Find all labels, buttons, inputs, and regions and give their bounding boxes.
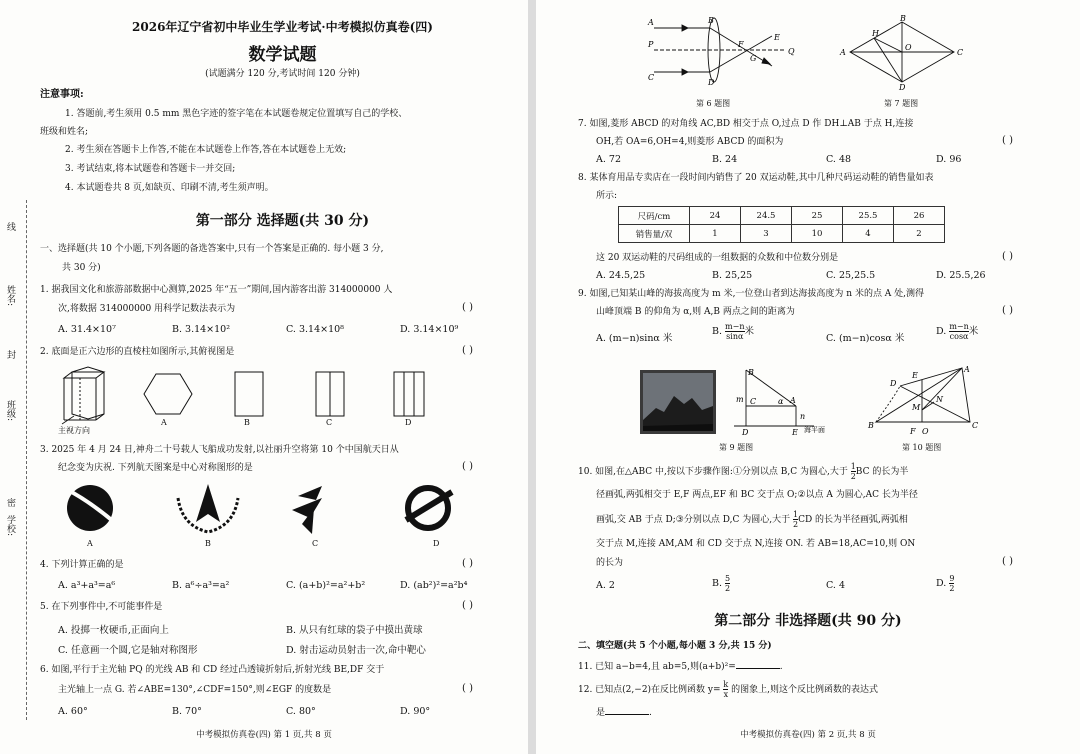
fig9-caption: 第 9 题图: [719, 443, 754, 452]
table-cell: 24.5: [741, 207, 792, 225]
fig7-label-h: H: [872, 29, 879, 38]
q2-figures: [60, 364, 480, 432]
q4-option-c: C. (a+b)²=a²+b²: [286, 580, 366, 591]
side-label-school: 学校:: [5, 515, 15, 537]
q9-option-d: [936, 322, 978, 341]
fig7-caption: 第 7 题图: [884, 99, 919, 108]
q5-option-d: D. 射击运动员射击一次,命中靶心: [286, 645, 426, 656]
binding-line: [26, 200, 27, 720]
notice-title: 注意事项:: [40, 89, 84, 100]
fig9-label-e: E: [792, 428, 798, 437]
q3-label-a: A: [87, 539, 93, 548]
q9-option-b-fraction: [725, 322, 744, 341]
q9-option-d-fraction: [949, 322, 968, 341]
q10-option-c: C. 4: [826, 580, 846, 591]
q6-line1: 6. 如图,平行于主光轴 PQ 的光线 AB 和 CD 经过凸透镜折射后,折射光线 BE,DF 交于: [40, 665, 385, 675]
q4-line1: 4. 下列计算正确的是: [40, 560, 124, 570]
q6-answer-paren: ( ): [462, 683, 473, 694]
logo-b: [178, 484, 238, 532]
q2-answer-paren: ( ): [462, 345, 473, 356]
table-cell: 3: [741, 225, 792, 243]
fig9-label-sea-level: 海平面: [804, 426, 825, 434]
option-b-rect: [235, 372, 263, 416]
q10-answer-paren: ( ): [1002, 556, 1013, 567]
q5-answer-paren: ( ): [462, 600, 473, 611]
q8-line2: 所示:: [596, 191, 618, 201]
table-cell: 25: [792, 207, 843, 225]
fig9-label-n: n: [800, 412, 806, 421]
table-cell: 尺码/cm: [619, 207, 690, 225]
q10-option-b-letter: B.: [712, 578, 723, 589]
q12-answer-blank[interactable]: [605, 705, 649, 715]
fraction-denominator: 2: [850, 472, 856, 481]
fig6-label-g: G: [750, 54, 757, 63]
fig10-label-m: M: [912, 403, 921, 412]
q3-logos: [60, 478, 480, 540]
q1-answer-paren: ( ): [462, 302, 473, 313]
q1-line2: 次,将数据 314000000 用科学记数法表示为: [58, 304, 236, 314]
logo-b-text: CNSA: [201, 521, 215, 527]
q5-option-c: C. 任意画一个圆,它是轴对称图形: [58, 645, 198, 656]
q10-line3-text: 画弧,交 AB 于点 D;③分别以点 D,C 为圆心,大于: [596, 515, 791, 525]
fig6-label-e: E: [774, 33, 780, 42]
fraction-denominator: 2: [725, 584, 731, 593]
fig9-label-m: m: [736, 395, 744, 404]
q9-line2: 山峰顶端 B 的仰角为 α,则 A,B 两点之间的距离为: [596, 307, 795, 317]
table-cell: 25.5: [843, 207, 894, 225]
fig9-label-alpha: α: [778, 397, 784, 406]
q8-option-c: C. 25,25.5: [826, 270, 876, 281]
fig9-label-b: B: [748, 368, 754, 377]
q10-line3-tail: CD 的长为半径画弧,两弧相: [798, 515, 908, 525]
side-label-name: 姓名:: [5, 285, 15, 307]
option-c-rect: [316, 372, 344, 416]
fig6-label-q: Q: [788, 47, 795, 56]
q6-option-a: A. 60°: [58, 706, 88, 717]
q10-line2: 径画弧,两弧相交于 E,F 两点,EF 和 BC 交于点 O;②以点 A 为圆心,AC 长为半径: [596, 490, 918, 500]
option-d-rect: [394, 372, 424, 416]
table-row: [619, 225, 945, 243]
notice-1: 1. 答题前,考生须用 0.5 mm 黑色字迹的签字笔在本试题卷规定位置填写自己的学校、: [65, 109, 408, 119]
fig6-label-c: C: [648, 73, 655, 82]
table-cell: 销售量/双: [619, 225, 690, 243]
fig6-label-d: D: [708, 78, 715, 86]
fig7-rhombus-diagram: [838, 14, 968, 90]
fig10-label-b: B: [868, 421, 874, 430]
fraction-denominator: x: [723, 690, 729, 699]
notice-3: 3. 考试结束,将本试题卷和答题卡一并交回;: [65, 164, 236, 174]
q9-option-d-unit: 米: [968, 326, 979, 337]
logo-d: [406, 488, 452, 528]
fig10-label-d: D: [890, 379, 897, 388]
fraction-denominator: 2: [949, 584, 955, 593]
fraction-numerator: m−n: [949, 322, 969, 331]
fig10-label-e: E: [912, 371, 918, 380]
q12-text-2: 的图象上,则这个反比例函数的表达式: [731, 685, 879, 695]
subject-title: 数学试题: [248, 45, 317, 65]
fig10-label-c: C: [972, 421, 979, 430]
q5-line1: 5. 在下列事件中,不可能事件是: [40, 602, 163, 612]
table-cell: 2: [894, 225, 945, 243]
q10-option-b: [712, 574, 730, 593]
q7-line1: 7. 如图,菱形 ABCD 的对角线 AC,BD 相交于点 O,过点 D 作 DH⊥AB 于点 H,连接: [578, 119, 914, 129]
fig7-label-b: B: [900, 14, 906, 23]
q8-line1: 8. 某体育用品专卖店在一段时间内销售了 20 双运动鞋,其中几种尺码运动鞋的销售量如表: [578, 173, 934, 183]
q8-line3: 这 20 双运动鞋的尺码组成的一组数据的众数和中位数分别是: [596, 253, 839, 263]
q12-line1: [578, 680, 878, 699]
fig6-lens-diagram: [646, 14, 796, 86]
fig10-label-o: O: [922, 427, 929, 436]
q6-line2: 主光轴上一点 G. 若∠ABE=130°,∠CDF=150°,则∠EGF 的度数是: [58, 685, 332, 695]
fig9-height-diagram: [734, 366, 844, 438]
part1-title: 第一部分 选择题(共 30 分): [195, 213, 370, 229]
q12-text-3: 是: [596, 708, 606, 718]
q10-option-b-fraction: [725, 574, 730, 593]
notice-4: 4. 本试题卷共 8 页,如缺页、印刷不清,考生须声明。: [65, 183, 274, 193]
q8-option-b: B. 25,25: [712, 270, 753, 281]
fig7-label-d: D: [899, 83, 906, 90]
fig9-label-a: A: [790, 396, 796, 405]
option-a-hexagon: [144, 374, 192, 414]
q4-answer-paren: ( ): [462, 558, 473, 569]
q3-answer-paren: ( ): [462, 461, 473, 472]
section1-intro: 一、选择题(共 10 个小题,下列各题的备选答案中,只有一个答案是正确的. 每小题 3 分,: [40, 244, 384, 254]
q11: 11. 已知 a−b=4,且 ab=5,则(a+b)²= .: [578, 659, 783, 673]
q2-view-direction-label: 主视方向: [58, 426, 90, 435]
fig10-triangle-diagram: [866, 364, 986, 440]
fraction-denominator: 2: [792, 520, 799, 529]
q1-line1: 1. 据我国文化和旅游部数据中心测算,2025 年“五一”期间,国内游客出游 314000000 人: [40, 285, 393, 295]
side-label-class: 班级:: [5, 400, 15, 422]
q11-text: 11. 已知 a−b=4,且 ab=5,则(a+b)²=: [578, 662, 736, 672]
q3-label-c: C: [312, 539, 319, 548]
notice-2: 2. 考生须在答题卡上作答,不能在本试题卷上作答,答在本试题卷上无效;: [65, 145, 347, 155]
table-cell: 4: [843, 225, 894, 243]
fig6-label-f: F: [738, 40, 744, 49]
logo-a: [64, 485, 114, 531]
q1-option-c: C. 3.14×10⁸: [286, 324, 344, 335]
q3-label-d: D: [433, 539, 440, 548]
q9-option-b-letter: B.: [712, 326, 723, 337]
fraction-numerator: 1: [850, 462, 856, 471]
q9-option-c: C. (m−n)cosα 米: [826, 333, 905, 344]
q10-option-d-fraction: [949, 574, 954, 593]
fraction-numerator: k: [723, 680, 729, 689]
q12-fraction: [723, 680, 728, 699]
q10-line1-tail: BC 的长为半: [855, 467, 909, 477]
q10-line5: 的长为: [596, 558, 624, 568]
table-cell: 10: [792, 225, 843, 243]
fraction-numerator: 9: [949, 574, 955, 583]
q2-label-b: B: [244, 418, 250, 427]
fraction-numerator: 5: [725, 574, 731, 583]
q3-line1: 3. 2025 年 4 月 24 日,神舟二十号载人飞船成功发射,以社丽升空将第 10 个中国航天日从: [40, 445, 399, 455]
page2-footer: 中考模拟仿真卷(四) 第 2 页,共 8 页: [740, 730, 876, 740]
notice-1b: 班级和姓名;: [40, 127, 89, 137]
q8-option-a: A. 24.5,25: [596, 270, 646, 281]
fig9-label-d: D: [742, 428, 749, 437]
q10-option-a: A. 2: [596, 580, 615, 591]
side-label-xian: 线: [5, 222, 15, 231]
q6-option-b: B. 70°: [172, 706, 202, 717]
q2-label-a: A: [161, 418, 167, 427]
side-label-feng: 封: [5, 350, 15, 359]
fig6-label-a: A: [648, 18, 654, 27]
section2-intro: 二、填空题(共 5 个小题,每小题 3 分,共 15 分): [578, 641, 772, 651]
q3-label-b: B: [205, 539, 211, 548]
q1-option-a: A. 31.4×10⁷: [58, 324, 116, 335]
q8-option-d: D. 25.5,26: [936, 270, 986, 281]
q6-option-c: C. 80°: [286, 706, 316, 717]
fraction-denominator: cosα: [949, 332, 969, 341]
q1-option-b: B. 3.14×10²: [172, 324, 231, 335]
fraction-numerator: m−n: [725, 322, 745, 331]
q9-answer-paren: ( ): [1002, 305, 1013, 316]
q10-line4: 交于点 M,连接 AM,AM 和 CD 交于点 N,连接 ON. 若 AB=18,AC=10,则 ON: [596, 539, 916, 549]
fig10-label-a: A: [964, 365, 970, 374]
q9-option-b-unit: 米: [744, 326, 755, 337]
table-cell: 24: [690, 207, 741, 225]
fig10-label-f: F: [910, 427, 916, 436]
q2-label-c: C: [326, 418, 333, 427]
q8-answer-paren: ( ): [1002, 251, 1013, 262]
q10-line1: [578, 462, 908, 481]
q5-option-b: B. 从只有红球的袋子中摸出黄球: [286, 625, 423, 636]
q10-line1-text: 10. 如图,在△ABC 中,按以下步骤作图:①分别以点 B,C 为圆心,大于: [578, 467, 848, 477]
q12-text: 12. 已知点(2,−2)在反比例函数 y=: [578, 685, 721, 695]
q7-option-a: A. 72: [596, 154, 621, 165]
fig6-label-p: P: [648, 40, 654, 49]
fig10-label-n: N: [936, 395, 943, 404]
part2-title: 第二部分 非选择题(共 90 分): [714, 613, 902, 629]
score-time: (试题满分 120 分,考试时间 120 分钟): [205, 69, 360, 79]
q9-option-d-letter: D.: [936, 326, 947, 337]
fig6-label-b: B: [708, 16, 714, 25]
table-header-row: [619, 207, 945, 225]
q7-line2: OH,若 OA=6,OH=4,则菱形 ABCD 的面积为: [596, 137, 784, 147]
q2-line1: 2. 底面是正六边形的直棱柱如图所示,其俯视图是: [40, 347, 235, 357]
q5-option-a: A. 投掷一枚硬币,正面向上: [58, 625, 169, 636]
exam-title: 2026年辽宁省初中毕业生学业考试·中考模拟仿真卷(四): [132, 20, 433, 34]
fig10-caption: 第 10 题图: [902, 443, 942, 452]
fraction-numerator: 1: [792, 510, 799, 519]
fig9-mountain-photo: [640, 370, 716, 434]
q6-option-d: D. 90°: [400, 706, 431, 717]
side-label-mi: 密: [5, 498, 15, 507]
exam-page-1: [0, 0, 528, 754]
q7-option-b: B. 24: [712, 154, 738, 165]
q11-answer-blank[interactable]: [736, 659, 780, 669]
exam-page-2: [536, 0, 1080, 754]
fig7-label-c: C: [957, 48, 964, 57]
q9-option-a: A. (m−n)sinα 米: [596, 333, 673, 344]
q2-label-d: D: [405, 418, 412, 427]
q1-option-d: D. 3.14×10⁹: [400, 324, 459, 335]
q8-size-table: [618, 206, 945, 243]
q12-line2: 是 .: [596, 705, 652, 719]
table-cell: 1: [690, 225, 741, 243]
q7-option-d: D. 96: [936, 154, 962, 165]
page1-footer: 中考模拟仿真卷(四) 第 1 页,共 8 页: [196, 730, 332, 740]
fig7-label-o: O: [905, 43, 912, 52]
q4-option-d: D. (ab²)²=a²b⁴: [400, 580, 468, 591]
q4-option-a: A. a³+a³=a⁶: [58, 580, 116, 591]
q10-line3: [596, 510, 908, 529]
logo-c: [292, 486, 322, 534]
fig6-caption: 第 6 题图: [696, 99, 731, 108]
q7-answer-paren: ( ): [1002, 135, 1013, 146]
q10-option-d-letter: D.: [936, 578, 947, 589]
section1-intro-2: 共 30 分): [62, 263, 101, 273]
q7-option-c: C. 48: [826, 154, 852, 165]
fig7-label-a: A: [840, 48, 846, 57]
fraction-denominator: sinα: [726, 332, 744, 341]
q4-option-b: B. a⁶÷a³=a²: [172, 580, 230, 591]
q9-option-b: [712, 322, 754, 341]
q10-option-d: [936, 574, 954, 593]
table-cell: 26: [894, 207, 945, 225]
fig9-label-c: C: [750, 397, 757, 406]
q9-line1: 9. 如图,已知某山峰的海拔高度为 m 米,一位登山者到达海拔高度为 n 米的点 A 处,测得: [578, 289, 925, 299]
hex-prism-figure: [62, 367, 104, 424]
q3-line2: 纪念变为庆祝. 下列航天图案是中心对称图形的是: [58, 463, 253, 473]
